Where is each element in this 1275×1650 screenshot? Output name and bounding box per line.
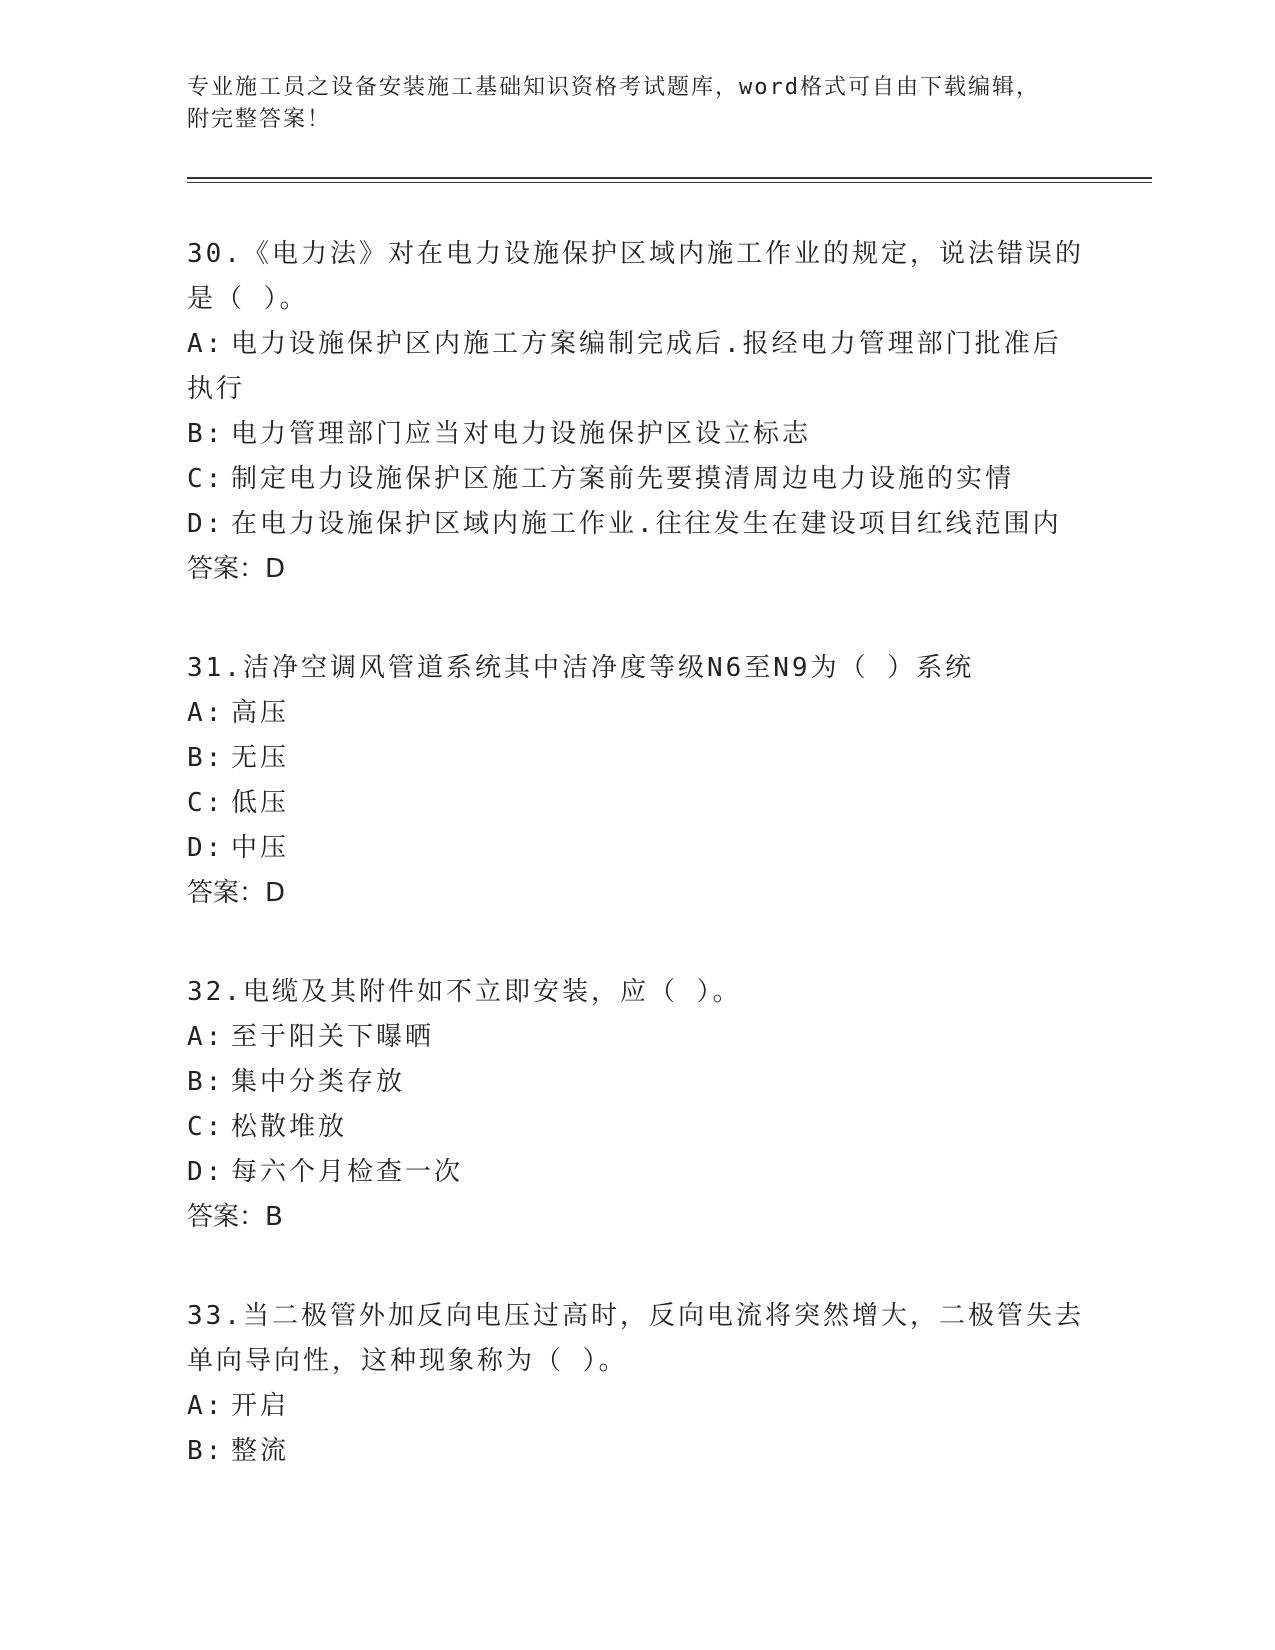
document-header	[187, 72, 1087, 136]
answer-label: 答案：D	[187, 554, 286, 584]
option-text: 低压	[231, 788, 290, 818]
header-divider-thick	[187, 177, 1152, 179]
option-key: A:	[187, 1391, 225, 1421]
option-key: D:	[187, 1157, 225, 1187]
option-key: A:	[187, 698, 225, 728]
option-a	[187, 691, 1087, 736]
header-line-2: 附完整答案！	[187, 107, 332, 132]
option-text: 无压	[231, 743, 290, 773]
option-text: 执行	[187, 374, 246, 404]
option-key: A:	[187, 1022, 225, 1052]
option-b	[187, 1429, 1087, 1474]
answer-label: 答案：B	[187, 1202, 283, 1232]
option-text: 在电力设施保护区域内施工作业.往往发生在建设项目红线范围内	[231, 509, 1062, 539]
option-c	[187, 457, 1087, 502]
option-a	[187, 322, 1087, 367]
question-stem-line: 32.电缆及其附件如不立即安装，应（ ）。	[187, 977, 742, 1007]
question-stem-line: 31.洁净空调风管道系统其中洁净度等级N6至N9为（ ）系统	[187, 653, 975, 683]
question-32	[187, 970, 1087, 1240]
option-text: 至于阳关下曝晒	[231, 1022, 435, 1052]
answer-label: 答案：D	[187, 878, 286, 908]
option-b	[187, 1060, 1087, 1105]
option-text: 中压	[231, 833, 290, 863]
option-key: C:	[187, 788, 225, 818]
question-stem-line: 30.《电力法》对在电力设施保护区域内施工作业的规定，说法错误的	[187, 239, 1084, 269]
option-text: 每六个月检查一次	[231, 1157, 464, 1187]
option-key: B:	[187, 1436, 225, 1466]
option-a	[187, 1015, 1087, 1060]
option-d	[187, 826, 1087, 871]
option-key: D:	[187, 833, 225, 863]
question-30	[187, 232, 1087, 592]
option-key: C:	[187, 1112, 225, 1142]
option-b	[187, 412, 1087, 457]
question-stem-line: 33.当二极管外加反向电压过高时，反向电流将突然增大，二极管失去	[187, 1301, 1084, 1331]
option-key: C:	[187, 464, 225, 494]
option-text: 整流	[231, 1436, 290, 1466]
option-key: B:	[187, 743, 225, 773]
question-list	[187, 232, 1087, 1528]
header-line-1: 专业施工员之设备安装施工基础知识资格考试题库，word格式可自由下载编辑，	[187, 75, 1040, 100]
option-text: 集中分类存放	[231, 1067, 406, 1097]
question-stem-line: 单向导向性，这种现象称为（ ）。	[187, 1346, 628, 1376]
option-a-continued	[187, 367, 1087, 412]
option-text: 高压	[231, 698, 290, 728]
option-c	[187, 1105, 1087, 1150]
option-text: 电力设施保护区内施工方案编制完成后.报经电力管理部门批准后	[231, 329, 1062, 359]
question-33	[187, 1294, 1087, 1474]
option-text: 松散堆放	[231, 1112, 348, 1142]
option-key: D:	[187, 509, 225, 539]
option-b	[187, 736, 1087, 781]
option-d	[187, 1150, 1087, 1195]
question-stem-line: 是（ ）。	[187, 284, 309, 314]
option-text: 开启	[231, 1391, 290, 1421]
header-divider-thin	[187, 182, 1152, 183]
option-d	[187, 502, 1087, 547]
option-key: B:	[187, 419, 225, 449]
question-31	[187, 646, 1087, 916]
option-a	[187, 1384, 1087, 1429]
option-c	[187, 781, 1087, 826]
option-text: 电力管理部门应当对电力设施保护区设立标志	[231, 419, 812, 449]
option-text: 制定电力设施保护区施工方案前先要摸清周边电力设施的实情	[231, 464, 1015, 494]
option-key: B:	[187, 1067, 225, 1097]
option-key: A:	[187, 329, 225, 359]
